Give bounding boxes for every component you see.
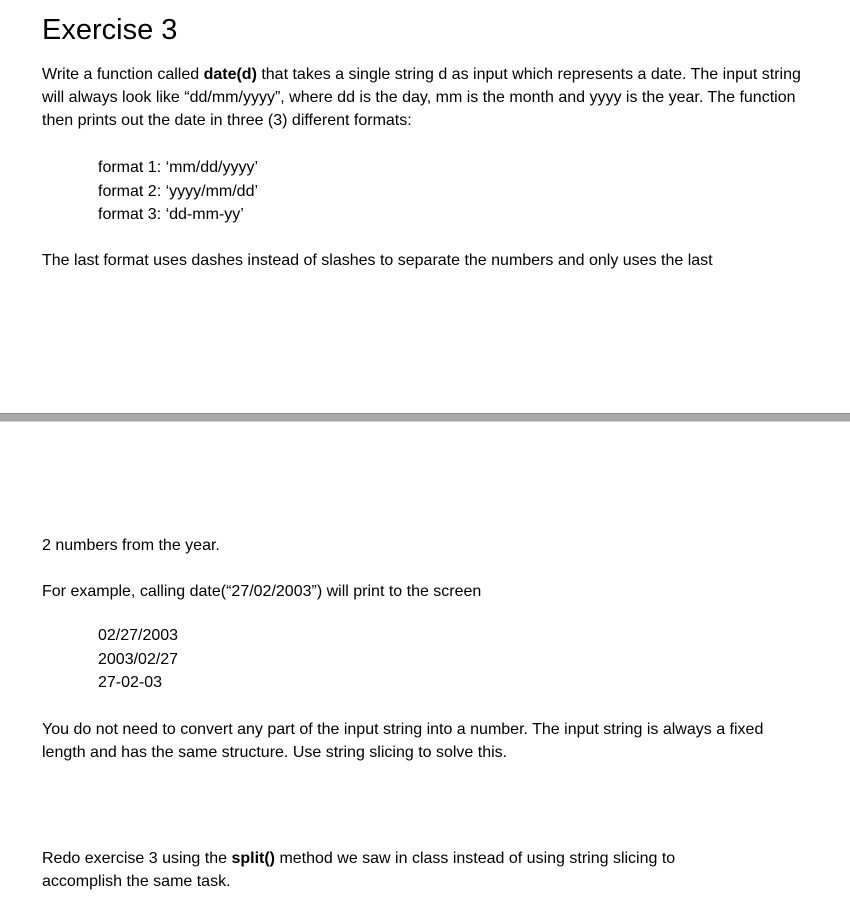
- format-item-2: format 2: ‘yyyy/mm/dd’: [98, 182, 259, 200]
- example-output-line-3: 27-02-03: [98, 674, 163, 691]
- redo-text-rest: method we saw in class instead of using string slicing to accomplish the same task.: [42, 850, 676, 890]
- slicing-note: You do not need to convert any part of the input string into a number. The input string is always a fixed length and has the same structure. Use string slicing to solve this.: [42, 721, 764, 761]
- example-output-line-2: 2003/02/27: [98, 650, 179, 668]
- split-method: split(): [231, 850, 275, 867]
- page-break-divider: [0, 413, 850, 422]
- exercise-title: Exercise 3: [42, 14, 178, 46]
- example-intro: For example, calling date(“27/02/2003”) will print to the screen: [42, 583, 482, 600]
- example-output: [98, 624, 178, 695]
- redo-text-start: Redo exercise 3 using the: [42, 850, 232, 867]
- format-list: [98, 156, 258, 227]
- redo-paragraph: [42, 847, 742, 893]
- intro-text-rest: that takes a single string d as input which represents a date. The input string will always look like “dd/mm/yyyy”, where dd is the day, mm is the month and yyyy is the year. The function then prints out the date in three (3) different formats:: [42, 66, 801, 129]
- example-output-line-1: 02/27/2003: [98, 627, 179, 644]
- function-name: date(d): [203, 66, 257, 83]
- format-item-1: format 1: ‘mm/dd/yyyy’: [98, 159, 259, 176]
- last-format-continued: 2 numbers from the year.: [42, 537, 220, 554]
- format-item-3: format 3: ‘dd-mm-yy’: [98, 206, 244, 223]
- last-format-text: The last format uses dashes instead of slashes to separate the numbers and only uses the last: [42, 252, 713, 269]
- intro-paragraph: [42, 63, 802, 132]
- intro-text-start: Write a function called: [42, 66, 204, 83]
- document-page-2: [0, 422, 850, 909]
- document-page-1: [0, 0, 850, 413]
